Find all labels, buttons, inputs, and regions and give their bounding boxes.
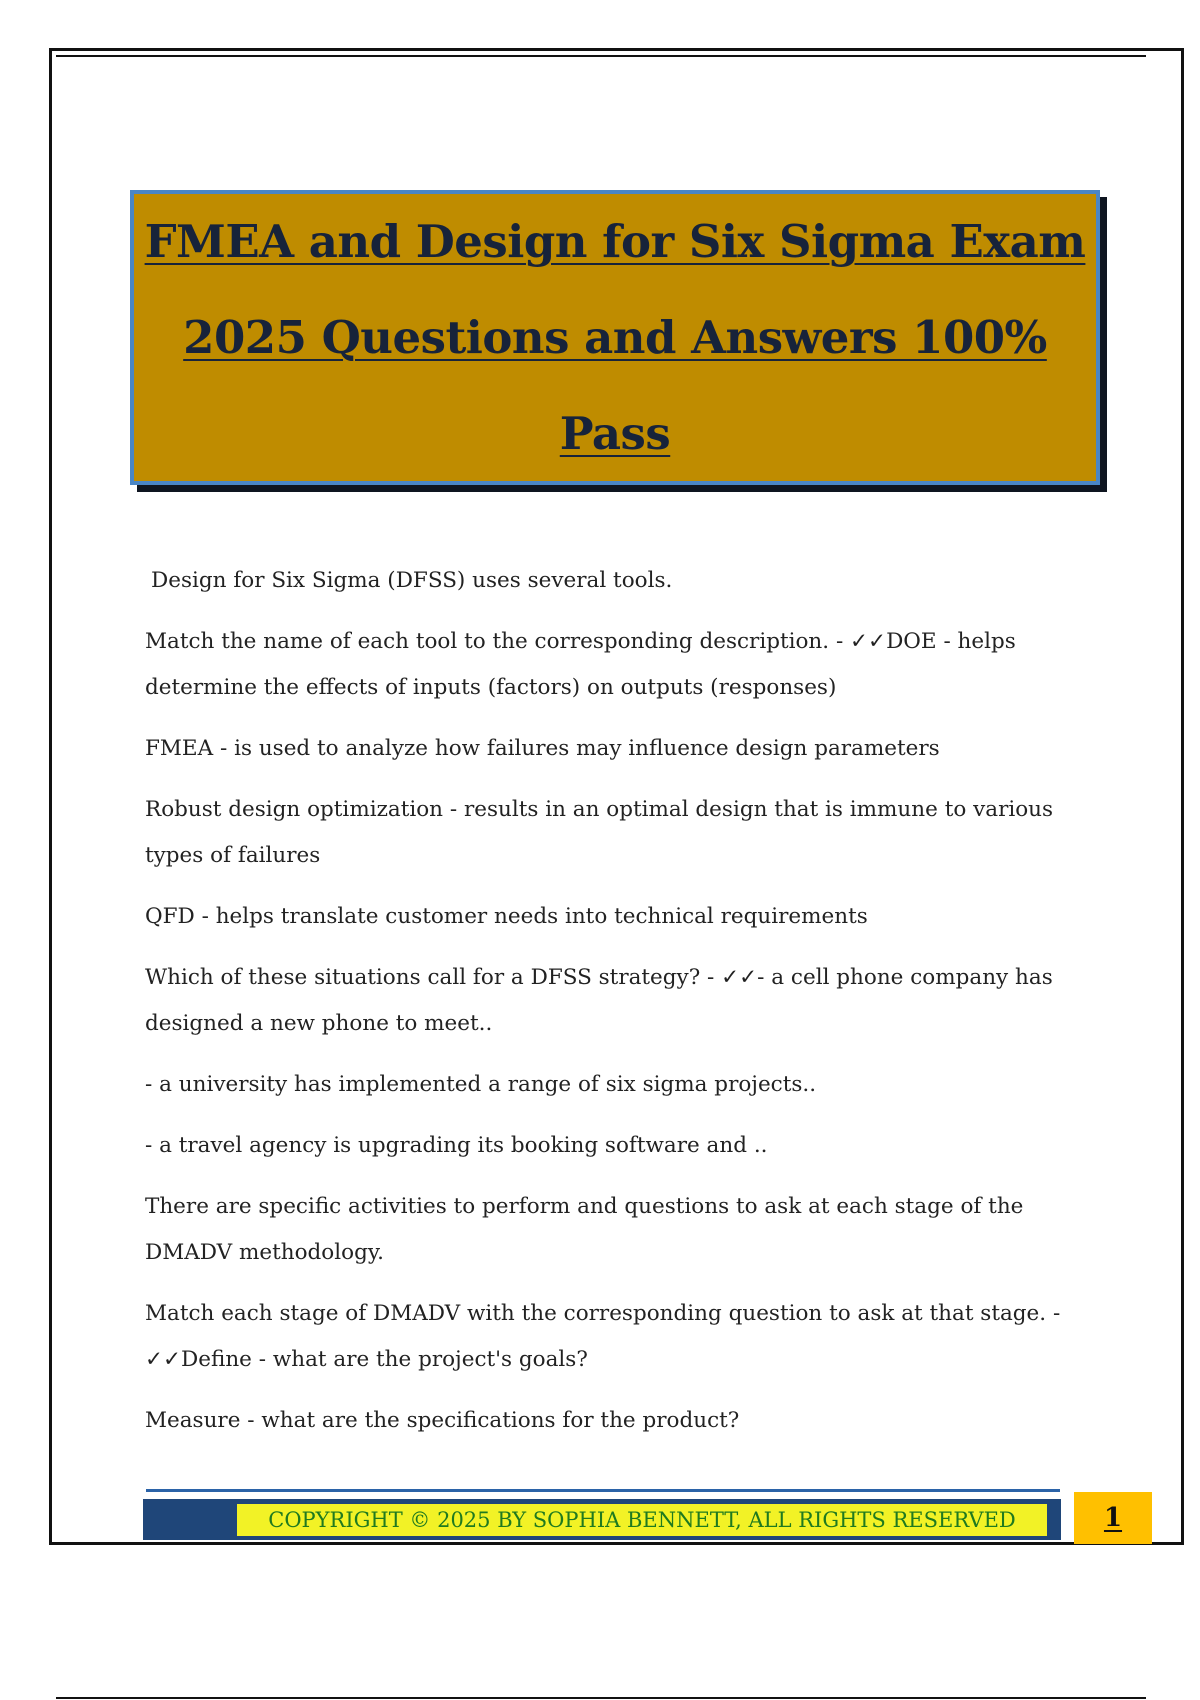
paragraph: There are specific activities to perform and questions to ask at each stage of the DMADV methodology. <box>145 1194 1024 1265</box>
title-line-2: 2025 Questions and Answers 100% <box>183 310 1047 364</box>
paragraph: Which of these situations call for a DFSS strategy? - ✓✓- a cell phone company has designed a new phone to meet.. <box>145 965 1053 1036</box>
paragraph: QFD - helps translate customer needs into technical requirements <box>145 904 868 929</box>
page-number: 1 <box>1074 1492 1152 1544</box>
title-line-3: Pass <box>559 406 671 460</box>
paragraph: Design for Six Sigma (DFSS) uses several tools. <box>151 568 673 593</box>
bottom-rule <box>56 1697 1146 1699</box>
copyright-notice: COPYRIGHT © 2025 BY SOPHIA BENNETT, ALL RIGHTS RESERVED <box>237 1504 1047 1536</box>
paragraph: Match the name of each tool to the corresponding description. - ✓✓DOE - helps determine the effects of inputs (factors) on outputs (responses) <box>145 629 1016 700</box>
paragraph: - a university has implemented a range of six sigma projects.. <box>145 1072 817 1097</box>
title-box <box>130 190 1100 485</box>
paragraph: FMEA - is used to analyze how failures may influence design parameters <box>145 736 940 761</box>
paragraph: Measure - what are the specifications for the product? <box>145 1408 740 1433</box>
document-body <box>145 558 1065 1459</box>
paragraph: Robust design optimization - results in an optimal design that is immune to various types of failures <box>145 797 1054 868</box>
top-rule <box>56 55 1146 57</box>
paragraph: Match each stage of DMADV with the corresponding question to ask at that stage. - ✓✓Define - what are the project's goals? <box>145 1301 1061 1372</box>
paragraph: - a travel agency is upgrading its booking software and .. <box>145 1133 768 1158</box>
footer-rule <box>146 1489 1060 1492</box>
title-line-1: FMEA and Design for Six Sigma Exam <box>144 214 1086 268</box>
